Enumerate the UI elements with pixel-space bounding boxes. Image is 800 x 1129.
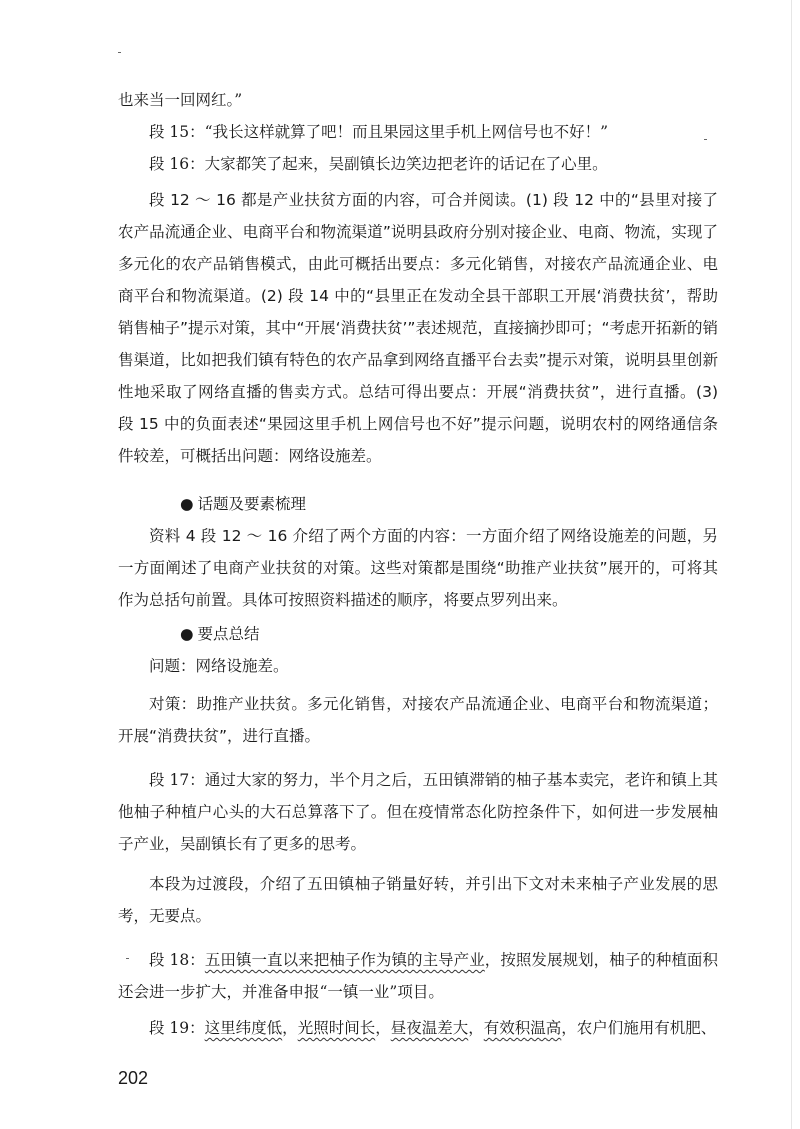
bullet-icon: ●	[180, 625, 194, 643]
underlined-phrase: 昼夜温差大	[390, 1019, 469, 1037]
source-paragraph-19: 段 19：这里纬度低，光照时间长，昼夜温差大，有效积温高，农户们施用有机肥、	[149, 1019, 717, 1037]
transition-analysis: 本段为过渡段，介绍了五田镇柚子销量好转，并引出下文对未来柚子产业发展的思考，无要点。	[118, 875, 718, 925]
summary-problem: 问题：网络设施差。	[149, 657, 289, 675]
heading-text: 话题及要素梳理	[197, 495, 307, 513]
heading-text: 要点总结	[197, 625, 260, 643]
underlined-phrase: 有效积温高	[483, 1019, 562, 1037]
source-paragraph-16: 段 16：大家都笑了起来，吴副镇长边笑边把老许的话记在了心里。	[149, 155, 608, 173]
section-heading-summary	[118, 618, 718, 650]
scan-mark	[118, 52, 121, 53]
summary-countermeasure: 对策：助推产业扶贫。多元化销售，对接农产品流通企业、电商平台和物流渠道；开展“消费扶贫”，进行直播。	[118, 695, 718, 745]
page-edge-line	[791, 0, 792, 1129]
section-heading-topics	[118, 488, 718, 520]
page-number: 202	[118, 1068, 149, 1088]
source-paragraph-17: 段 17：通过大家的努力，半个月之后，五田镇滞销的柚子基本卖完，老许和镇上其他柚子种植户心头的大石总算落下了。但在疫情常态化防控条件下，如何进一步发展柚子产业，吴副镇长有了更多的思考。	[118, 771, 718, 853]
underlined-phrase: 这里纬度低	[204, 1019, 283, 1037]
underlined-phrase: 五田镇一直以来把柚子作为镇的主导产业	[204, 951, 485, 969]
underlined-phrase: 光照时间长	[297, 1019, 376, 1037]
source-line: 也来当一回网红。”	[118, 91, 243, 109]
bullet-icon: ●	[180, 495, 194, 513]
source-paragraph-18: 段 18：五田镇一直以来把柚子作为镇的主导产业，按照发展规划，柚子的种植面积还会进一步扩大，并准备申报“一镇一业”项目。	[118, 951, 718, 1001]
analysis-paragraph: 段 12 ～ 16 都是产业扶贫方面的内容，可合并阅读。(1) 段 12 中的“县里对接了农产品流通企业、电商平台和物流渠道”说明县政府分别对接企业、电商、物流，实现了多元化的农产品销售模式，由此可概括出要点：多元化销售，对接农产品流通企业、电商平台和物流渠道。(2) 段 14 中的“县里正在发动全县干部职工开展‘消费扶贫’，帮助销售柚子”提示对策，其中“开展‘消费扶贫’”表述规范，直接摘抄即可；“考虑开拓新的销售渠道，比如把我们镇有特色的农产品拿到网络直播平台去卖”提示对策，说明县里创新性地采取了网络直播的售卖方式。总结可得出要点：开展“消费扶贫”，进行直播。(3) 段 15 中的负面表述“果园这里手机上网信号也不好”提示问题，说明农村的网络通信条件较差，可概括出问题：网络设施差。	[118, 191, 718, 465]
topics-paragraph: 资料 4 段 12 ～ 16 介绍了两个方面的内容：一方面介绍了网络设施差的问题，另一方面阐述了电商产业扶贫的对策。这些对策都是围绕“助推产业扶贫”展开的，可将其作为总括句前置。具体可按照资料描述的顺序，将要点罗列出来。	[118, 527, 718, 609]
source-paragraph-15: 段 15：“我长这样就算了吧！而且果园这里手机上网信号也不好！”	[149, 123, 609, 141]
